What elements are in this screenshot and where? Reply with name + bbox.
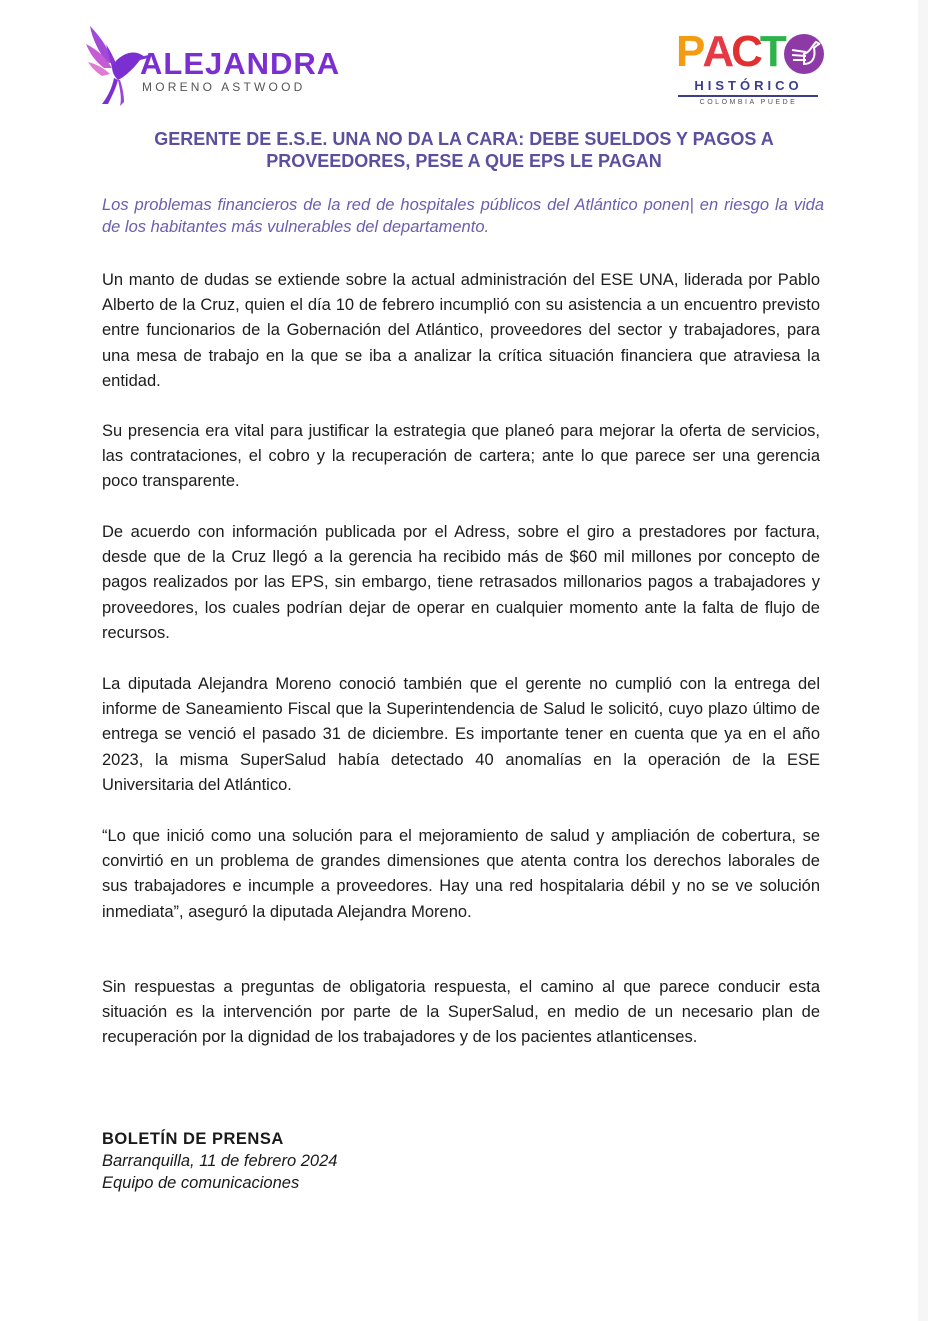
paragraph: La diputada Alejandra Moreno conoció también que el gerente no cumplió con la entrega del informe de Saneamiento Fiscal que la Superintendencia de Salud le solicitó, cuyo plazo último de entrega se venció el pasado 31 de diciembre. Es importante tener en cuenta que ya en el año 2023, la misma SuperSalud había detectado 40 anomalías en la operación de la ESE Universitaria del Atlántico. — [102, 675, 820, 794]
pacto-letter: P — [676, 27, 703, 76]
dove-icon — [784, 34, 824, 74]
signature-block — [102, 1128, 337, 1194]
pacto-letter: C — [731, 27, 760, 76]
paragraph: Su presencia era vital para justificar la estrategia que planeó para mejorar la oferta de servicios, las contrataciones, el cobro y la recuperación de cartera; ante lo que parece ser una gerencia poco transparente. — [102, 422, 820, 491]
paragraph: Sin respuestas a preguntas de obligatoria respuesta, el camino al que parece conducir esta situación es la intervención por parte de la SuperSalud, en medio de un necesario plan de recuperación por la dignidad de los trabajadores y de los pacientes atlanticenses. — [102, 978, 820, 1047]
pacto-letter: A — [702, 27, 732, 76]
place-date: Barranquilla, 11 de febrero 2024 — [102, 1152, 338, 1170]
logo-subtitle: MORENO ASTWOOD — [142, 80, 306, 94]
logo-historico: HISTÓRICO — [694, 78, 803, 93]
logo-tagline: COLOMBIA PUEDE — [699, 99, 798, 106]
paragraph: De acuerdo con información publicada por el Adress, sobre el giro a prestadores por factura, desde que de la Cruz llegó a la gerencia ha recibido más de $60 mil millones por concepto de pagos realizados por las EPS, sin embargo, tiene retrasados millonarios pagos a trabajadores y proveedores, los cuales podrían dejar de operar en cualquier momento ante la falta de flujo de recursos. — [102, 523, 820, 642]
pacto-letter: T — [759, 27, 784, 76]
paragraph: “Lo que inició como una solución para el mejoramiento de salud y ampliación de cobertura, se convirtió en un problema de grandes dimensiones que atenta contra los derechos laborales de sus trabajadores e incumple a proveedores. Hay una red hospitalaria débil y no se ve solución inmediata”, aseguró la diputada Alejandra Moreno. — [102, 827, 820, 921]
paragraph: Un manto de dudas se extiende sobre la actual administración del ESE UNA, liderada por Pablo Alberto de la Cruz, quien el día 10 de febrero incumplió con su asistencia a un encuentro previsto entre funcionarios de la Gobernación del Atlántico, proveedores del sector y trabajadores, para una mesa de trabajo en la que se iba a analizar la crítica situación financiera que atraviesa la entidad. — [102, 271, 820, 390]
page-title: GERENTE DE E.S.E. UNA NO DA LA CARA: DEBE SUELDOS Y PAGOS A PROVEEDORES, PESE A QUE EPS LE PAGAN — [154, 129, 774, 171]
bulletin-label: BOLETÍN DE PRENSA — [102, 1130, 284, 1148]
pacto-wordmark — [676, 27, 784, 76]
page-edge-shadow — [918, 0, 928, 1321]
logo-divider — [678, 95, 818, 97]
lede: Los problemas financieros de la red de hospitales públicos del Atlántico ponen| en riesgo la vida de los habitantes más vulnerables del departamento. — [102, 196, 824, 236]
logo-name: ALEJANDRA — [140, 46, 341, 81]
pacto-historico-logo — [676, 27, 826, 110]
team-label: Equipo de comunicaciones — [102, 1174, 300, 1192]
alejandra-moreno-logo — [84, 18, 341, 108]
